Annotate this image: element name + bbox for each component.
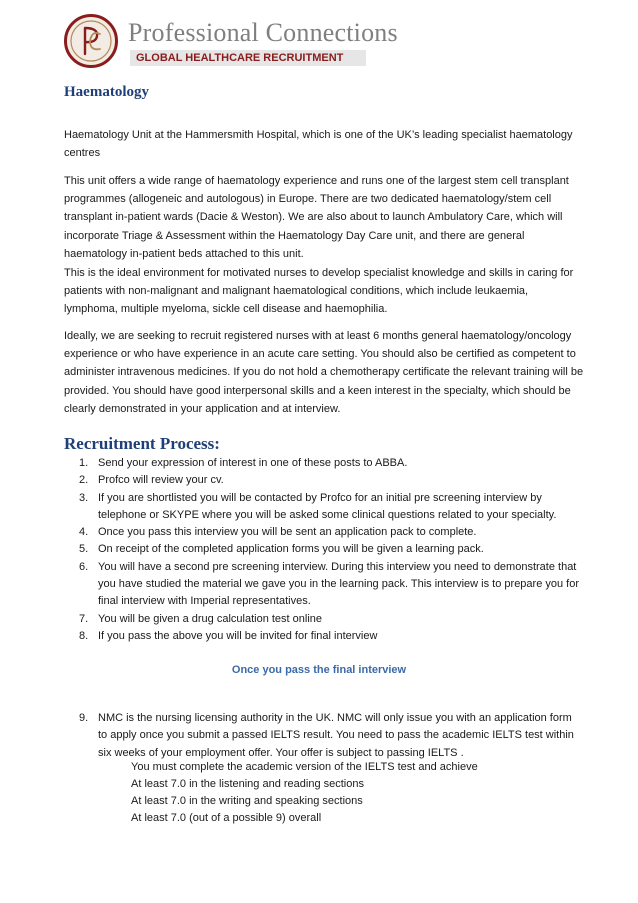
list-item: 4. Once you pass this interview you will be sent an application pack to complete. [79, 526, 477, 539]
ielts-requirement-line: You must complete the academic version of the IELTS test and achieve [131, 761, 478, 773]
requirements-paragraph: Ideally, we are seeking to recruit registered nurses with at least 6 months general haematology/oncology experience or who have experience in an acute care setting. You should also be certified as competent to administer intravenous medicines. If you do not hold a chemotherapy certificate the relevant training will be provided. You should have good interpersonal skills and a keen interest in the specialty, which should be clearly demonstrated in your application and at interview. [64, 330, 584, 415]
ielts-requirement-line: At least 7.0 in the listening and reading sections [131, 778, 364, 790]
pc-monogram-icon [64, 14, 118, 68]
list-item: 2. Profco will review your cv. [79, 474, 224, 487]
recruitment-steps-list [64, 455, 584, 645]
company-logo [64, 14, 398, 70]
list-item: 6. You will have a second pre screening interview. During this interview you need to demonstrate that you have studied the material we gave you in the learning pack. This interview is to prepare you for final interview with Imperial representatives. [79, 560, 580, 608]
brand-title: Professional Connections [128, 18, 398, 47]
list-item: 3. If you are shortlisted you will be contacted by Profco for an initial pre screening interview by telephone or SKYPE where you will be asked some clinical questions related to your specialty. [79, 491, 557, 521]
environment-paragraph: This is the ideal environment for motivated nurses to develop specialist knowledge and skills in caring for patients with non-malignant and malignant haematological conditions, which include leukaemia, lymphoma, multiple myeloma, sickle cell disease and haemophilia. [64, 267, 574, 316]
intro-paragraph: Haematology Unit at the Hammersmith Hospital, which is one of the UK’s leading specialist haematology centres [64, 129, 573, 160]
final-interview-note: Once you pass the final interview [231, 664, 407, 676]
brand-subtitle: GLOBAL HEALTHCARE RECRUITMENT [130, 50, 366, 66]
ielts-requirement-line: At least 7.0 in the writing and speaking sections [131, 795, 363, 807]
list-item: 8. If you pass the above you will be invited for final interview [79, 629, 378, 642]
recruitment-heading: Recruitment Process: [64, 434, 220, 453]
unit-description-paragraph: This unit offers a wide range of haematology experience and runs one of the largest stem cell transplant programmes (allogeneic and autologous) in Europe. There are two dedicated haematology/stem cell transplant in-patient wards (Dacie & Weston). We are also about to launch Ambulatory Care, which will incorporate Triage & Assessment within the Haematology Day Care unit, and there are general haematology in-patient beds attached to this unit. [64, 175, 569, 260]
list-item: 5. On receipt of the completed application forms you will be given a learning pack. [79, 543, 484, 556]
recruitment-step-nine [64, 710, 584, 762]
list-item: 9. NMC is the nursing licensing authority in the UK. NMC will only issue you with an application form to apply once you submit a passed IELTS result. You need to pass the academic IELTS test within six weeks of your employment offer. Your offer is subject to passing IELTS . [79, 712, 574, 759]
ielts-requirement-line: At least 7.0 (out of a possible 9) overall [131, 812, 322, 824]
page-heading: Haematology [64, 84, 149, 100]
list-item: 7. You will be given a drug calculation test online [79, 612, 323, 625]
list-item: 1. Send your expression of interest in one of these posts to ABBA. [79, 457, 408, 469]
